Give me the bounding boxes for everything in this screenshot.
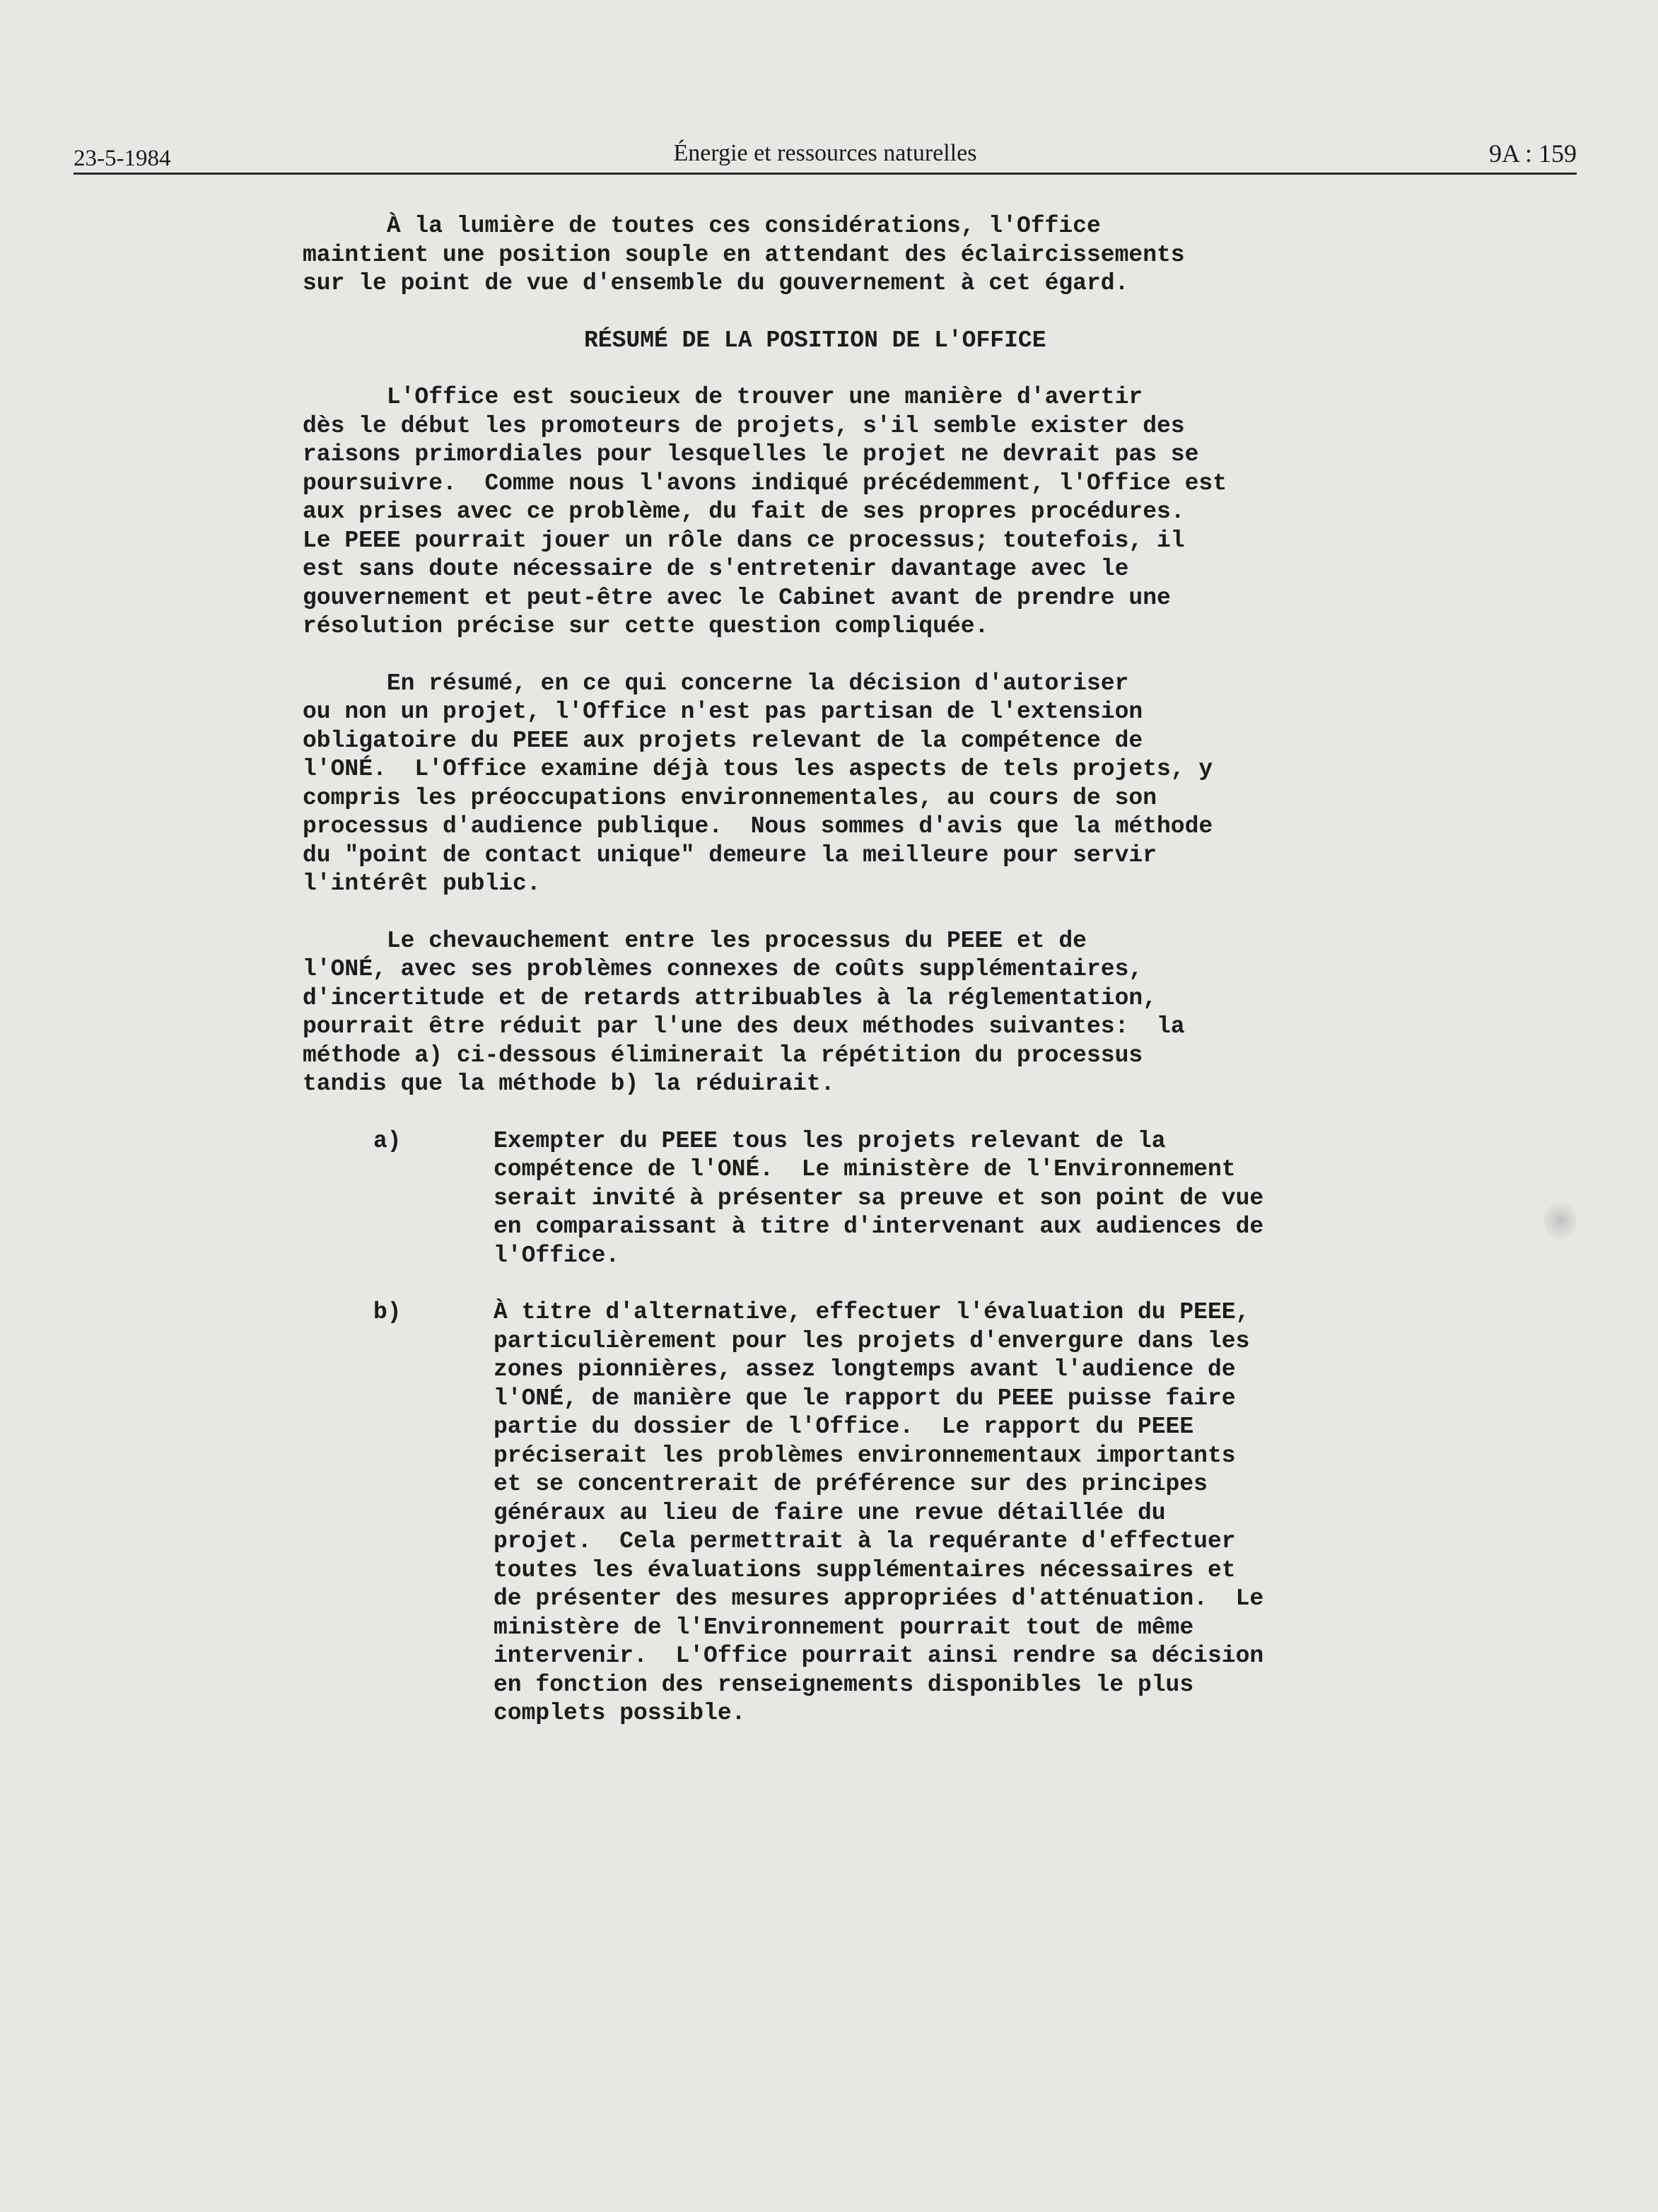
text-line: en comparaissant à titre d'intervenant aux audiences de <box>494 1213 1264 1240</box>
text-line: aux prises avec ce problème, du fait de ses propres procédures. <box>303 499 1185 525</box>
text-line: À titre d'alternative, effectuer l'évaluation du PEEE, <box>494 1299 1250 1325</box>
text-line: de présenter des mesures appropriées d'atténuation. Le <box>494 1585 1264 1612</box>
text-line: L'Office est soucieux de trouver une manière d'avertir <box>303 384 1143 410</box>
paragraph-2 <box>303 383 1434 641</box>
section-heading: RÉSUMÉ DE LA POSITION DE L'OFFICE <box>584 327 1046 354</box>
text-line: projet. Cela permettrait à la requérante d'effectuer <box>494 1528 1236 1554</box>
list-marker: a) <box>373 1127 402 1154</box>
text-line: ministère de l'Environnement pourrait tout de même <box>494 1614 1194 1641</box>
text-line: sur le point de vue d'ensemble du gouvernement à cet égard. <box>303 270 1129 296</box>
text-line: dès le début les promoteurs de projets, s'il semble exister des <box>303 412 1185 439</box>
list-item-b <box>303 1298 1434 1728</box>
text-line: méthode a) ci-dessous éliminerait la répétition du processus <box>303 1042 1143 1069</box>
text-line: pourrait être réduit par l'une des deux méthodes suivantes: la <box>303 1013 1185 1040</box>
text-line: d'incertitude et de retards attribuables à la réglementation, <box>303 984 1157 1011</box>
text-line: généraux au lieu de faire une revue détaillée du <box>494 1499 1166 1526</box>
text-line: gouvernement et peut-être avec le Cabinet avant de prendre une <box>303 584 1171 611</box>
text-line: processus d'audience publique. Nous sommes d'avis que la méthode <box>303 813 1213 839</box>
text-line: en fonction des renseignements disponibles le plus <box>494 1671 1194 1698</box>
text-line: particulièrement pour les projets d'envergure dans les <box>494 1327 1250 1354</box>
text-line: tandis que la méthode b) la réduirait. <box>303 1071 835 1097</box>
text-line: En résumé, en ce qui concerne la décision d'autoriser <box>303 670 1129 697</box>
text-line: À la lumière de toutes ces considérations, l'Office <box>303 213 1101 239</box>
text-line: compris les préoccupations environnementales, au cours de son <box>303 784 1157 811</box>
text-line: raisons primordiales pour lesquelles le projet ne devrait pas se <box>303 441 1199 467</box>
text-line: et se concentrerait de préférence sur des principes <box>494 1471 1208 1497</box>
text-line: l'Office. <box>494 1242 620 1269</box>
text-line: l'ONÉ. L'Office examine déjà tous les aspects de tels projets, y <box>303 756 1213 782</box>
scan-smudge <box>1544 1202 1577 1239</box>
text-line: Le chevauchement entre les processus du PEEE et de <box>303 927 1087 954</box>
text-line: obligatoire du PEEE aux projets relevant de la compétence de <box>303 727 1143 754</box>
list-marker: b) <box>373 1299 402 1325</box>
header-page-number: 9A : 159 <box>1488 139 1577 168</box>
text-line: poursuivre. Comme nous l'avons indiqué précédemment, l'Office est <box>303 470 1227 496</box>
text-line: intervenir. L'Office pourrait ainsi rendre sa décision <box>494 1643 1264 1669</box>
text-line: l'intérêt public. <box>303 871 541 897</box>
header-rule <box>74 173 1577 175</box>
paragraph-1 <box>303 212 1434 298</box>
text-line: compétence de l'ONÉ. Le ministère de l'Environnement <box>494 1156 1236 1182</box>
text-line: partie du dossier de l'Office. Le rapport du PEEE <box>494 1414 1194 1440</box>
text-line: l'ONÉ, avec ses problèmes connexes de coûts supplémentaires, <box>303 956 1143 982</box>
header-title: Énergie et ressources naturelles <box>673 140 977 166</box>
text-line: résolution précise sur cette question compliquée. <box>303 613 989 639</box>
text-line: du "point de contact unique" demeure la meilleure pour servir <box>303 842 1157 868</box>
text-line: Exempter du PEEE tous les projets relevant de la <box>494 1127 1166 1154</box>
text-line: ou non un projet, l'Office n'est pas partisan de l'extension <box>303 699 1143 725</box>
paragraph-3 <box>303 670 1434 899</box>
text-line: préciserait les problèmes environnementaux importants <box>494 1442 1236 1469</box>
text-line: toutes les évaluations supplémentaires nécessaires et <box>494 1556 1236 1583</box>
header-date: 23-5-1984 <box>74 146 171 171</box>
text-line: serait invité à présenter sa preuve et son point de vue <box>494 1184 1264 1211</box>
page-header <box>74 139 1577 175</box>
text-line: Le PEEE pourrait jouer un rôle dans ce processus; toutefois, il <box>303 527 1185 554</box>
text-line: complets possible. <box>494 1700 746 1726</box>
text-line: zones pionnières, assez longtemps avant l'audience de <box>494 1356 1236 1382</box>
text-line: l'ONÉ, de manière que le rapport du PEEE puisse faire <box>494 1385 1236 1411</box>
list-item-a <box>303 1127 1434 1271</box>
document-body <box>303 212 1434 1728</box>
text-line: maintient une position souple en attendant des éclaircissements <box>303 241 1185 268</box>
text-line: est sans doute nécessaire de s'entretenir davantage avec le <box>303 556 1129 582</box>
paragraph-4 <box>303 927 1434 1099</box>
